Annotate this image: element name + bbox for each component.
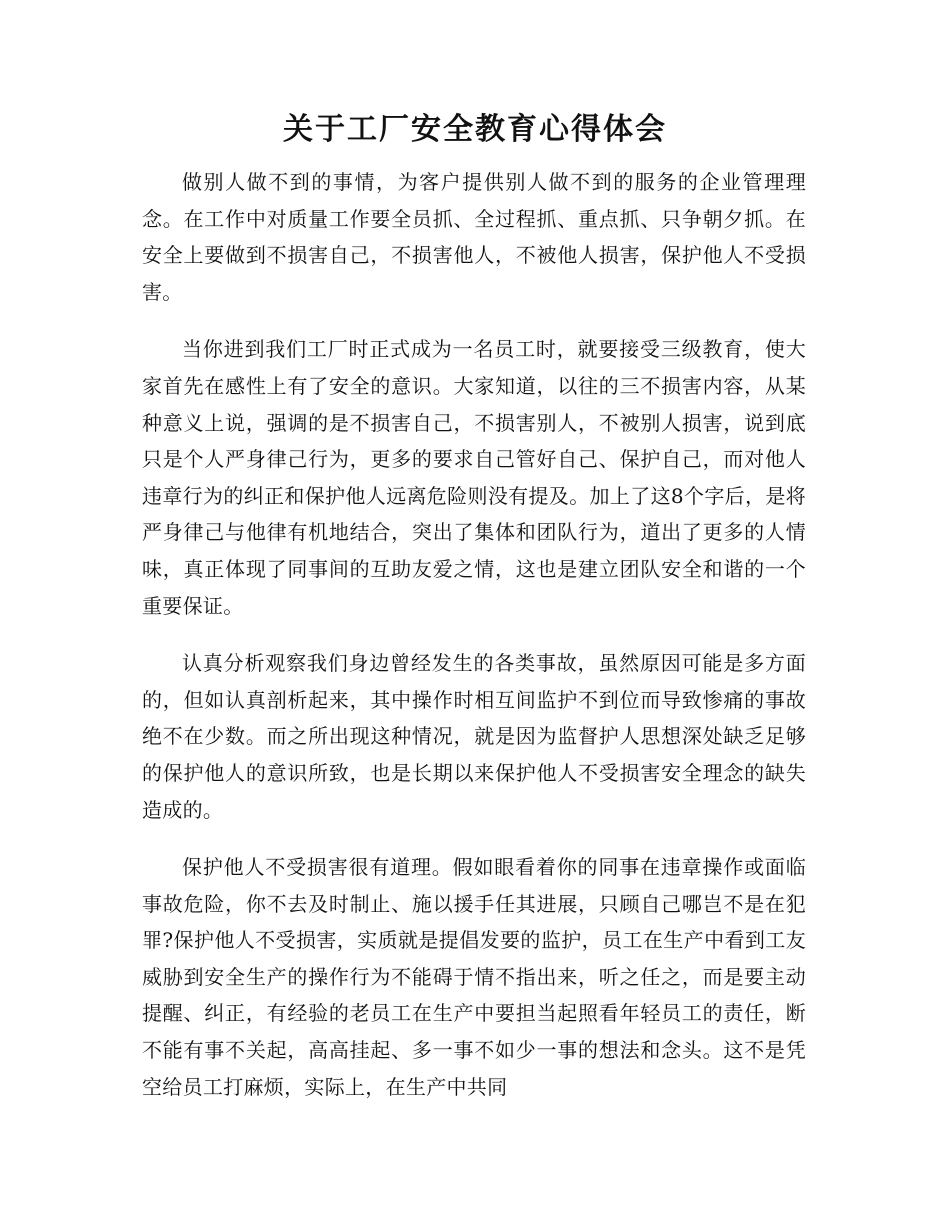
document-body [142,164,806,1126]
paragraph: 认真分析观察我们身边曾经发生的各类事故，虽然原因可能是多方面的，但如认真剖析起来，其中操作时相互间监护不到位而导致惨痛的事故绝不在少数。而之所出现这种情况，就是因为监督护人思想深处缺乏足够的保护他人的意识所致，也是长期以来保护他人不受损害安全理念的缺失造成的。 [142,651,806,822]
paragraph: 当你进到我们工厂时正式成为一名员工时，就要接受三级教育，使大家首先在感性上有了安全的意识。大家知道，以往的三不损害内容，从某种意义上说，强调的是不损害自己，不损害别人，不被别人损害，说到底只是个人严身律己行为，更多的要求自己管好自己、保护自己，而对他人违章行为的纠正和保护他人远离危险则没有提及。加上了这8个字后，是将严身律己与他律有机地结合，突出了集体和团队行为，道出了更多的人情味，真正体现了同事间的互助友爱之情，这也是建立团队安全和谐的一个重要保证。 [142,337,806,618]
document-title: 关于工厂安全教育心得体会 [283,112,667,147]
paragraph: 做别人做不到的事情，为客户提供别人做不到的服务的企业管理理念。在工作中对质量工作要全员抓、全过程抓、重点抓、只争朝夕抓。在安全上要做到不损害自己，不损害他人，不被他人损害，保护他人不受损害。 [142,170,806,304]
paragraph: 保护他人不受损害很有道理。假如眼看着你的同事在违章操作或面临事故危险，你不去及时制止、施以援手任其进展，只顾自己哪岂不是在犯罪?保护他人不受损害，实质就是提倡发要的监护，员工在生产中看到工友威胁到安全生产的操作行为不能碍于情不指出来，听之任之，而是要主动提醒、纠正，有经验的老员工在生产中要担当起照看年轻员工的责任，断不能有事不关起，高高挂起、多一事不如少一事的想法和念头。这不是凭空给员工打麻烦，实际上，在生产中共同 [142,855,806,1099]
